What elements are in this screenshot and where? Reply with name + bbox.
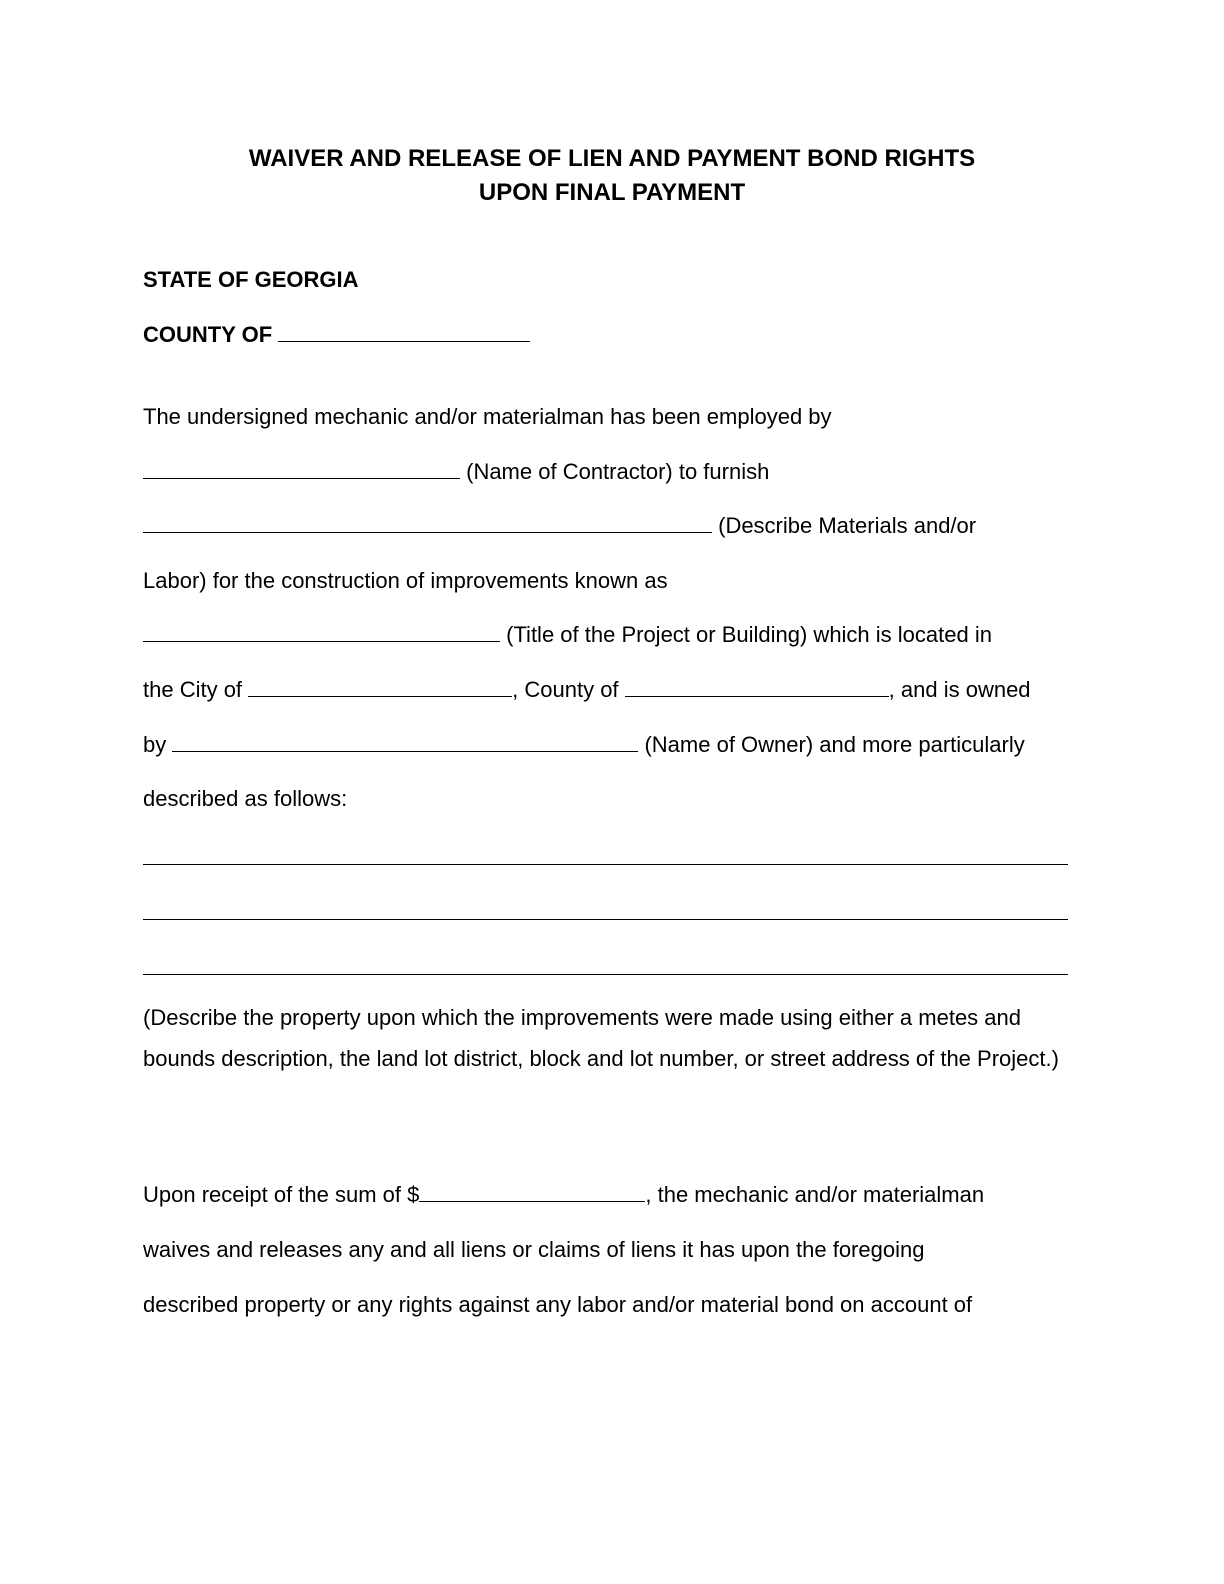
payment-line-3: described property or any rights against any labor and/or material bond on account of: [143, 1292, 973, 1317]
body-line-6: [143, 675, 1031, 705]
body-line-8: described as follows:: [143, 786, 348, 811]
payment-line-2: waives and releases any and all liens or claims of liens it has upon the foregoing: [143, 1237, 925, 1262]
state-heading: STATE OF GEORGIA: [143, 267, 359, 292]
sum-blank[interactable]: [419, 1181, 645, 1202]
body-line-2: [143, 457, 769, 487]
owned-label: , and is owned: [888, 677, 1031, 702]
property-description-line-1[interactable]: [143, 864, 1068, 865]
payment-line-1: [143, 1180, 984, 1210]
materials-blank[interactable]: [143, 512, 712, 533]
city-blank[interactable]: [248, 676, 512, 697]
by-label: by: [143, 732, 173, 757]
body-line-4: Labor) for the construction of improvements known as: [143, 568, 668, 593]
city-label: the City of: [143, 677, 249, 702]
county-blank[interactable]: [278, 321, 530, 342]
project-title-blank[interactable]: [143, 621, 500, 642]
document-title: [0, 142, 1224, 210]
owner-label: (Name of Owner) and more particularly: [638, 732, 1025, 757]
materials-label: (Describe Materials and/or: [712, 513, 977, 538]
body-line-5: [143, 620, 992, 650]
contractor-label: (Name of Contractor) to furnish: [460, 459, 770, 484]
property-description-line-3[interactable]: [143, 974, 1068, 975]
county-line: [143, 320, 530, 350]
body-line-7: [143, 730, 1025, 760]
property-description-line-2[interactable]: [143, 919, 1068, 920]
contractor-name-blank[interactable]: [143, 458, 460, 479]
sum-label: Upon receipt of the sum of $: [143, 1182, 420, 1207]
county-of-label: , County of: [512, 677, 625, 702]
project-county-blank[interactable]: [625, 676, 889, 697]
title-line-1: WAIVER AND RELEASE OF LIEN AND PAYMENT BOND RIGHTS: [248, 145, 976, 172]
county-label: COUNTY OF: [143, 322, 273, 347]
property-note: (Describe the property upon which the improvements were made using either a metes and bounds description, the land lot district, block and lot number, or street address of the Project.): [143, 1005, 1059, 1071]
body-line-1: The undersigned mechanic and/or materialman has been employed by: [143, 404, 832, 429]
title-line-2: UPON FINAL PAYMENT: [478, 179, 746, 206]
sum-after-label: , the mechanic and/or materialman: [645, 1182, 985, 1207]
project-title-label: (Title of the Project or Building) which is located in: [500, 622, 992, 647]
body-line-3: [143, 511, 976, 541]
owner-name-blank[interactable]: [172, 731, 638, 752]
